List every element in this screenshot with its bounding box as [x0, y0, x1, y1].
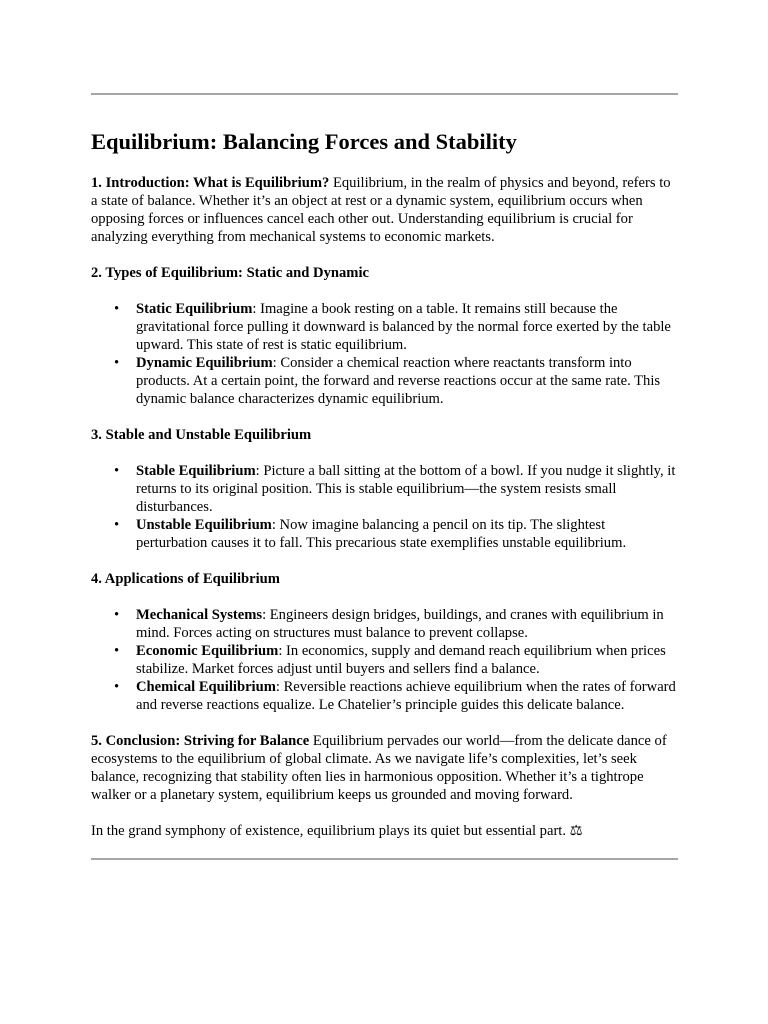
applications-list	[91, 606, 678, 714]
top-horizontal-rule	[91, 93, 678, 95]
types-heading: 2. Types of Equilibrium: Static and Dynamic	[91, 265, 369, 281]
document-title: Equilibrium: Balancing Forces and Stability	[91, 129, 517, 154]
conclusion-paragraph	[91, 732, 678, 804]
bullet-icon: •	[114, 463, 120, 479]
list-item-mechanical-systems	[114, 606, 678, 642]
types-list	[91, 300, 678, 408]
list-item-term: Unstable Equilibrium	[136, 517, 272, 533]
list-item-text: : Engineers design bridges, buildings, and cranes with equilibrium in mind. Forces acting on structures must balance to prevent collapse.	[136, 607, 664, 641]
closing-paragraph: In the grand symphony of existence, equilibrium plays its quiet but essential part. ⚖	[91, 823, 583, 839]
list-item-term: Economic Equilibrium	[136, 643, 279, 659]
list-item-static-equilibrium	[114, 300, 678, 354]
list-item-stable-equilibrium	[114, 462, 678, 516]
intro-paragraph	[91, 174, 678, 246]
list-item-term: Stable Equilibrium	[136, 463, 256, 479]
bullet-icon: •	[114, 355, 120, 371]
document-page	[91, 93, 678, 860]
list-item-chemical-equilibrium	[114, 678, 678, 714]
bullet-icon: •	[114, 607, 120, 623]
list-item-text: : In economics, supply and demand reach equilibrium when prices stabilize. Market forces adjust until buyers and sellers find a balance.	[136, 643, 666, 677]
bullet-icon: •	[114, 301, 120, 317]
list-item-term: Chemical Equilibrium	[136, 679, 276, 695]
applications-heading: 4. Applications of Equilibrium	[91, 571, 280, 587]
list-item-text: : Picture a ball sitting at the bottom of a bowl. If you nudge it slightly, it returns to its original position. This is stable equilibrium—the system resists small disturbances.	[136, 463, 676, 515]
stability-heading: 3. Stable and Unstable Equilibrium	[91, 427, 312, 443]
list-item-text: : Consider a chemical reaction where reactants transform into products. At a certain point, the forward and reverse reactions occur at the same rate. This dynamic balance characterizes dynamic equilibrium.	[136, 355, 661, 407]
list-item-dynamic-equilibrium	[114, 354, 678, 408]
list-item-text: : Imagine a book resting on a table. It remains still because the gravitational force pulling it downward is balanced by the normal force exerted by the table upward. This state of rest is static equilibrium.	[136, 301, 671, 353]
bullet-icon: •	[114, 679, 120, 695]
bullet-icon: •	[114, 517, 120, 533]
intro-text: Equilibrium, in the realm of physics and beyond, refers to a state of balance. Whether it’s an object at rest or a dynamic system, equilibrium occurs when opposing forces or influences cancel each other out. Understanding equilibrium is crucial for analyzing everything from mechanical systems to economic markets.	[91, 175, 671, 245]
list-item-term: Static Equilibrium	[136, 301, 253, 317]
list-item-term: Dynamic Equilibrium	[136, 355, 273, 371]
list-item-economic-equilibrium	[114, 642, 678, 678]
stability-list	[91, 462, 678, 552]
bottom-horizontal-rule	[91, 858, 678, 860]
list-item-text: : Now imagine balancing a pencil on its tip. The slightest perturbation causes it to fall. This precarious state exemplifies unstable equilibrium.	[136, 517, 627, 551]
list-item-unstable-equilibrium	[114, 516, 678, 552]
intro-heading: 1. Introduction: What is Equilibrium?	[91, 175, 330, 191]
conclusion-text: Equilibrium pervades our world—from the delicate dance of ecosystems to the equilibrium of global climate. As we navigate life’s complexities, let’s seek balance, recognizing that stability often lies in harmonious opposition. Whether it’s a tightrope walker or a planetary system, equilibrium keeps us grounded and moving forward.	[91, 733, 667, 803]
conclusion-heading: 5. Conclusion: Striving for Balance	[91, 733, 310, 749]
bullet-icon: •	[114, 643, 120, 659]
list-item-text: : Reversible reactions achieve equilibrium when the rates of forward and reverse reactions equalize. Le Chatelier’s principle guides this delicate balance.	[136, 679, 676, 713]
list-item-term: Mechanical Systems	[136, 607, 263, 623]
